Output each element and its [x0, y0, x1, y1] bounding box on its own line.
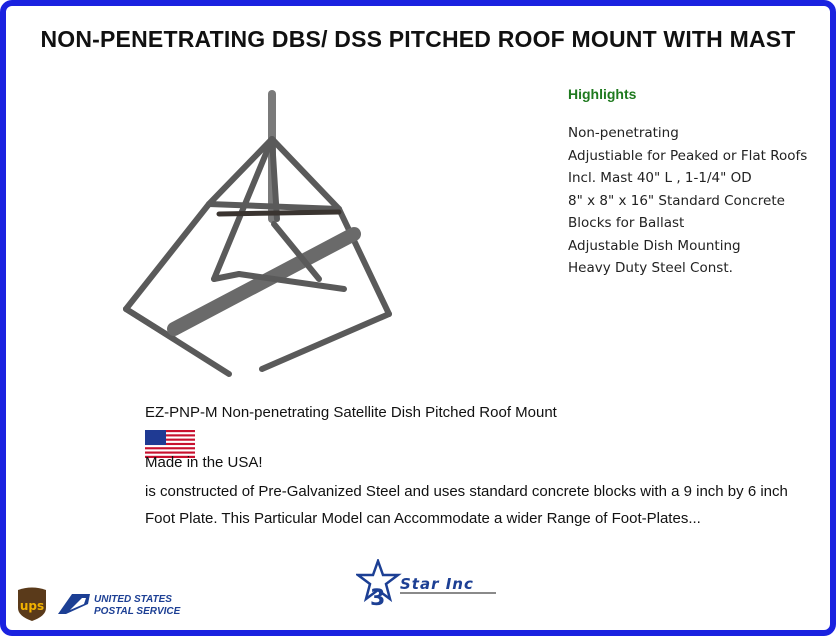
made-in-usa-text: Made in the USA!: [145, 454, 263, 471]
star-logo-icon: [356, 559, 506, 609]
description-body: is constructed of Pre-Galvanized Steel and uses standard concrete blocks with a 9 inch by 6 inch Foot Plate. This Particular Model can Accommodate a wider Range of Foot-Plates...: [145, 483, 788, 527]
highlight-item: 8" x 8" x 16" Standard Concrete Blocks for Ballast: [568, 192, 785, 231]
usps-eagle-icon: [58, 590, 188, 618]
roof-mount-image: [114, 84, 404, 384]
highlights-heading: Highlights: [568, 86, 637, 102]
highlight-item: Adjustiable for Peaked or Flat Roofs: [568, 147, 808, 164]
model-line: EZ-PNP-M Non-penetrating Satellite Dish Pitched Roof Mount: [145, 404, 557, 421]
usps-line1: UNITED STATES: [94, 594, 172, 605]
highlights-list: [568, 122, 808, 280]
highlight-item: Incl. Mast 40" L , 1-1/4" OD: [568, 170, 752, 186]
brand-numeral: 3: [370, 586, 386, 609]
highlight-item: Heavy Duty Steel Const.: [568, 260, 733, 276]
ups-logo-icon: [16, 586, 48, 622]
page-title: NON-PENETRATING DBS/ DSS PITCHED ROOF MOUNT WITH MAST: [40, 26, 796, 52]
usps-line2: POSTAL SERVICE: [94, 606, 181, 617]
highlight-item: Adjustable Dish Mounting: [568, 237, 741, 254]
highlight-item: Non-penetrating: [568, 125, 679, 141]
description-block: [145, 402, 795, 424]
brand-text: Star Inc: [400, 575, 474, 593]
ups-text: ups: [19, 599, 45, 613]
